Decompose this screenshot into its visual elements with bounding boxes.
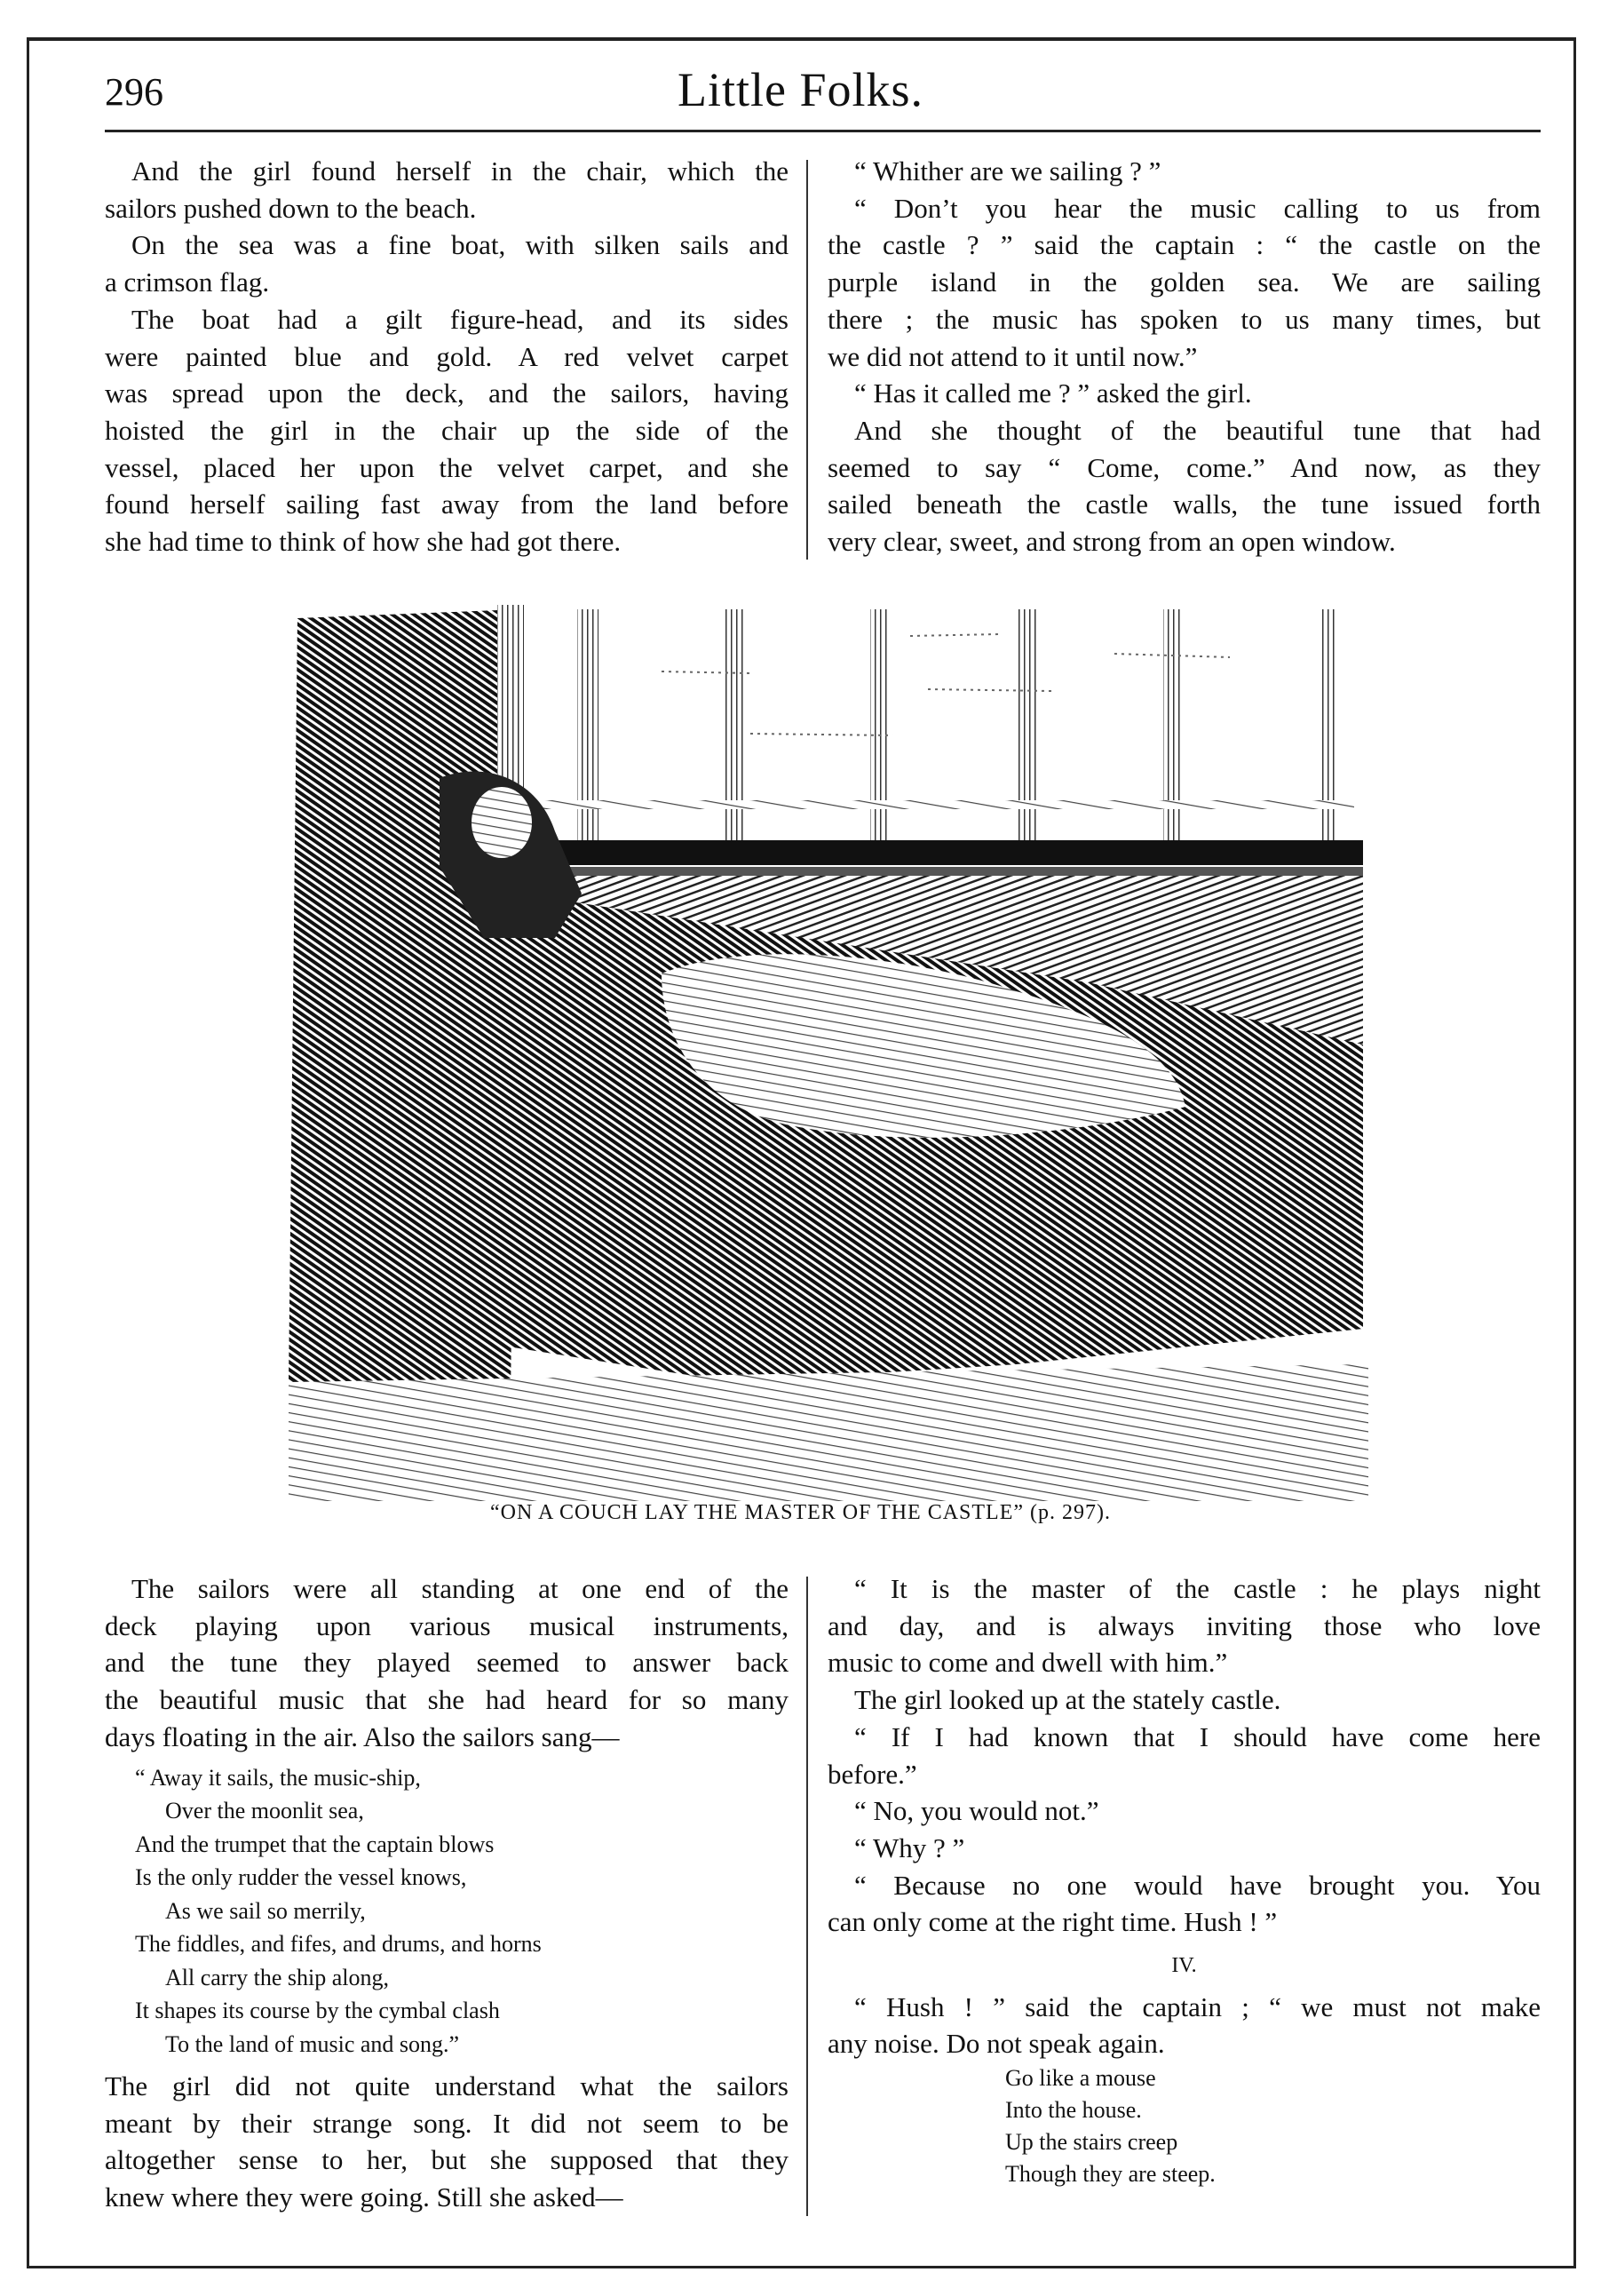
page-number: 296 bbox=[105, 70, 163, 114]
paragraph bbox=[828, 1570, 1541, 1681]
text-line: was spread upon the deck, and the sailors, having bbox=[105, 377, 789, 409]
song-line: As we sail so merrily, bbox=[165, 1897, 366, 1924]
text-line: sailed beneath the castle walls, the tune issued forth bbox=[828, 489, 1541, 520]
text-line: “ If I had known that I should have come here bbox=[854, 1720, 1541, 1752]
page-title: Little Folks. bbox=[677, 63, 923, 116]
bottom-right-column bbox=[828, 1570, 1541, 2190]
sailors-song bbox=[135, 1761, 789, 2062]
paragraph bbox=[105, 1570, 789, 1756]
text-line: “ Why ? ” bbox=[854, 1831, 965, 1863]
paragraph bbox=[828, 153, 1541, 190]
paragraph bbox=[828, 190, 1541, 376]
header-rule bbox=[105, 130, 1541, 132]
text-line: meant by their strange song. It did not seem to be bbox=[105, 2107, 789, 2139]
paragraph bbox=[828, 1989, 1541, 2062]
text-line: the castle ? ” said the captain : “ the castle on the bbox=[828, 229, 1541, 261]
paragraph bbox=[828, 1830, 1541, 1867]
paragraph bbox=[828, 1792, 1541, 1830]
text-line: hoisted the girl in the chair up the side of the bbox=[105, 414, 789, 446]
verse-line: Into the house. bbox=[1005, 2097, 1142, 2124]
verse-line: Go like a mouse bbox=[1005, 2065, 1156, 2092]
text-line: purple island in the golden sea. We are sailing bbox=[828, 266, 1541, 298]
text-line: she had time to think of how she had got there. bbox=[105, 526, 622, 558]
text-line: The girl looked up at the stately castle. bbox=[854, 1684, 1281, 1716]
song-line: Is the only rudder the vessel knows, bbox=[135, 1864, 467, 1891]
text-line: “ Whither are we sailing ? ” bbox=[854, 155, 1161, 187]
text-line: a crimson flag. bbox=[105, 266, 270, 298]
text-line: music to come and dwell with him.” bbox=[828, 1647, 1228, 1679]
text-line: “ It is the master of the castle : he plays night bbox=[854, 1573, 1541, 1604]
text-line: altogether sense to her, but she supposed that they bbox=[105, 2144, 789, 2176]
song-line: It shapes its course by the cymbal clash bbox=[135, 1998, 500, 2024]
text-line: “ Don’t you hear the music calling to us from bbox=[854, 192, 1541, 224]
girl-face bbox=[472, 787, 532, 858]
sea-horizon bbox=[519, 800, 1354, 809]
floor bbox=[289, 1364, 1368, 1501]
verse-line: Though they are steep. bbox=[1005, 2161, 1216, 2188]
song-line: All carry the ship along, bbox=[165, 1964, 389, 1990]
paragraph bbox=[828, 412, 1541, 560]
song-line: “ Away it sails, the music-ship, bbox=[135, 1764, 421, 1791]
paragraph bbox=[105, 226, 789, 300]
text-line: any noise. Do not speak again. bbox=[828, 2028, 1165, 2060]
illustration-caption: “ON A COUCH LAY THE MASTER OF THE CASTLE” (p. 297). bbox=[489, 1501, 1111, 1524]
text-line: there ; the music has spoken to us many times, but bbox=[828, 303, 1541, 335]
paragraph bbox=[828, 1719, 1541, 1792]
text-line: “ Because no one would have brought you. You bbox=[854, 1869, 1541, 1901]
text-line: days floating in the air. Also the sailors sang— bbox=[105, 1720, 620, 1752]
text-line: The sailors were all standing at one end of the bbox=[131, 1573, 789, 1604]
text-line: The girl did not quite understand what the sailors bbox=[105, 2070, 789, 2102]
paragraph bbox=[105, 2068, 789, 2216]
song-line: Over the moonlit sea, bbox=[165, 1798, 364, 1824]
text-line: before.” bbox=[828, 1758, 917, 1790]
text-line: “ No, you would not.” bbox=[854, 1795, 1099, 1827]
verse bbox=[1005, 2062, 1541, 2190]
text-line: knew where they were going. Still she asked— bbox=[105, 2181, 623, 2213]
text-line: On the sea was a fine boat, with silken sails and bbox=[131, 229, 789, 261]
song-line: The fiddles, and fifes, and drums, and horns bbox=[135, 1931, 542, 1958]
paragraph bbox=[828, 1867, 1541, 1941]
window bbox=[502, 609, 1363, 854]
song-line: To the land of music and song.” bbox=[165, 2030, 460, 2057]
text-line: vessel, placed her upon the velvet carpet, and she bbox=[105, 451, 789, 483]
paragraph bbox=[105, 153, 789, 226]
section-heading: IV. bbox=[1171, 1954, 1197, 1978]
text-line: and day, and is always inviting those who love bbox=[828, 1609, 1541, 1641]
illustration-couch bbox=[289, 600, 1368, 1501]
paragraph bbox=[828, 1681, 1541, 1719]
bottom-left-column bbox=[105, 1570, 789, 2216]
text-line: found herself sailing fast away from the land before bbox=[105, 489, 789, 520]
column-divider-bottom bbox=[806, 1577, 808, 2216]
text-line: And she thought of the beautiful tune that had bbox=[854, 414, 1541, 446]
top-left-column bbox=[105, 153, 789, 560]
text-line: “ Hush ! ” said the captain ; “ we must not make bbox=[854, 1990, 1541, 2022]
text-line: we did not attend to it until now.” bbox=[828, 340, 1198, 372]
paragraph bbox=[105, 301, 789, 560]
text-line: very clear, sweet, and strong from an open window. bbox=[828, 526, 1396, 558]
text-line: seemed to say “ Come, come.” And now, as they bbox=[828, 451, 1541, 483]
text-line: deck playing upon various musical instruments, bbox=[105, 1609, 789, 1641]
text-line: can only come at the right time. Hush ! ” bbox=[828, 1906, 1278, 1938]
column-divider-top bbox=[806, 160, 808, 560]
text-line: And the girl found herself in the chair, which the bbox=[131, 155, 789, 187]
top-right-column bbox=[828, 153, 1541, 560]
text-line: The boat had a gilt figure-head, and its sides bbox=[131, 303, 789, 335]
verse-line: Up the stairs creep bbox=[1005, 2129, 1178, 2156]
text-line: and the tune they played seemed to answer back bbox=[105, 1647, 789, 1679]
text-line: the beautiful music that she had heard for so many bbox=[105, 1684, 789, 1716]
text-line: were painted blue and gold. A red velvet carpet bbox=[105, 340, 789, 372]
window-sill bbox=[502, 840, 1363, 865]
text-line: sailors pushed down to the beach. bbox=[105, 192, 477, 224]
text-line: “ Has it called me ? ” asked the girl. bbox=[854, 377, 1252, 409]
paragraph bbox=[828, 375, 1541, 412]
song-line: And the trumpet that the captain blows bbox=[135, 1831, 495, 1857]
